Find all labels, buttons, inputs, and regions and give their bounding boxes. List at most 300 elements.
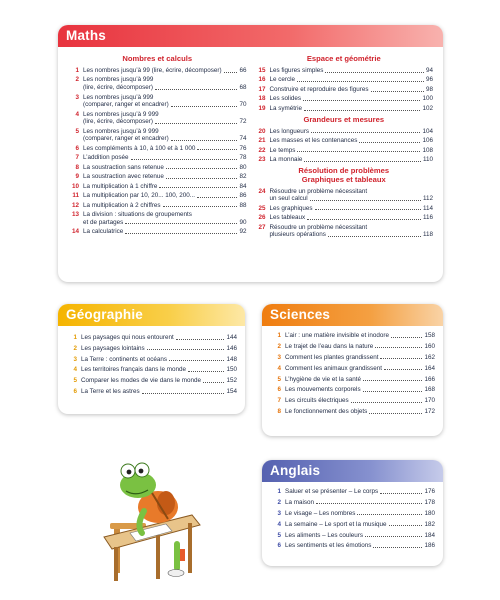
page-number: 166	[424, 375, 435, 383]
entry-line	[270, 205, 434, 213]
toc-entry[interactable]	[255, 105, 434, 113]
entry-number: 1	[73, 334, 77, 341]
entry-number: 23	[258, 155, 266, 163]
entry-number: 7	[277, 397, 281, 405]
dot-leader	[171, 106, 238, 107]
page-number: 96	[425, 76, 433, 84]
entry-title: un seul calcul	[269, 195, 308, 203]
entry-title: Les compléments à 10, à 100 et à 1 000	[83, 144, 196, 152]
toc-entry[interactable]	[270, 408, 435, 416]
toc-entry[interactable]	[270, 499, 435, 507]
page-number: 184	[424, 531, 435, 539]
dot-leader	[171, 140, 238, 141]
entry-text	[81, 356, 237, 364]
entry-number: 7	[75, 154, 79, 162]
entry-title: Les nombres jusqu’à 999	[83, 76, 154, 84]
page-number: 86	[239, 192, 247, 200]
page-number: 144	[226, 334, 237, 341]
dot-leader	[197, 197, 237, 198]
entry-title: plusieurs opérations	[269, 231, 326, 239]
toc-entry[interactable]	[255, 67, 434, 75]
page-number: 110	[422, 155, 433, 163]
entry-line	[270, 224, 434, 232]
entry-line	[270, 86, 434, 94]
page-number: 150	[226, 366, 237, 374]
entry-text	[285, 386, 435, 394]
dot-leader	[159, 187, 237, 188]
entry-text	[81, 334, 237, 342]
dot-leader	[325, 72, 424, 73]
entry-text	[270, 67, 434, 75]
entry-text	[83, 211, 247, 226]
entry-text	[270, 224, 434, 239]
entry-line	[285, 532, 435, 540]
entry-line	[285, 408, 435, 416]
entry-number: 14	[71, 228, 79, 236]
page-number: 116	[422, 214, 433, 222]
page-number: 112	[422, 195, 433, 203]
toc-entry[interactable]	[270, 510, 435, 518]
entry-title: La Terre et les astres	[81, 387, 140, 395]
entry-line	[83, 135, 247, 143]
page-number: 66	[239, 67, 247, 74]
entry-text	[270, 147, 434, 155]
dot-leader	[166, 168, 238, 169]
entry-title: Comparer les modes de vie dans le monde	[81, 377, 202, 385]
entry-text	[83, 94, 247, 109]
page-number: 168	[424, 386, 435, 394]
entry-line	[83, 219, 247, 227]
page-number: 160	[424, 342, 435, 350]
dot-leader	[375, 347, 422, 348]
dot-leader	[357, 514, 422, 515]
entry-line	[83, 192, 247, 200]
page-number: 74	[239, 135, 247, 143]
entry-line	[270, 214, 434, 222]
toc-entry[interactable]	[270, 397, 435, 405]
toc-entry[interactable]	[270, 488, 435, 496]
entry-line	[285, 354, 435, 362]
entry-title: Les masses et les contenances	[269, 137, 358, 145]
entry-title: Les paysages qui nous entourent	[81, 334, 174, 341]
entry-title: Les figures simples	[269, 67, 324, 74]
entry-number: 5	[277, 375, 281, 383]
dot-leader	[310, 200, 421, 201]
entry-number: 3	[277, 509, 281, 517]
entry-text	[285, 499, 435, 507]
entry-title: Les circuits électriques	[285, 397, 349, 405]
entry-line	[83, 118, 247, 126]
entry-text	[83, 202, 247, 210]
dot-leader	[311, 132, 420, 133]
toc-entry[interactable]	[68, 145, 247, 153]
maths-title: Maths	[58, 25, 443, 47]
toc-entry[interactable]	[68, 111, 247, 126]
toc-entry[interactable]	[68, 128, 247, 143]
entry-title: Le trajet de l’eau dans la nature	[285, 342, 374, 350]
maths-panel	[58, 25, 443, 282]
entry-title: Les paysages lointains	[81, 344, 145, 352]
entry-title: La soustraction sans retenue	[83, 163, 164, 171]
entry-line	[270, 67, 434, 75]
entry-number: 5	[75, 127, 79, 135]
entry-line	[81, 345, 237, 353]
dot-leader	[176, 339, 225, 340]
entry-text	[285, 510, 435, 518]
entry-line	[83, 84, 247, 92]
entry-line	[83, 211, 247, 219]
toc-entry[interactable]	[68, 183, 247, 191]
entry-number: 24	[258, 187, 266, 195]
dot-leader	[384, 369, 423, 370]
toc-entry[interactable]	[270, 365, 435, 373]
toc-entry[interactable]	[66, 334, 237, 342]
entry-text	[285, 376, 435, 384]
toc-entry[interactable]	[255, 76, 434, 84]
entry-number: 2	[277, 498, 281, 506]
entry-title: Construire et reproduire des figures	[269, 85, 369, 93]
maths-column	[251, 52, 438, 241]
entry-title: Les nombres jusqu’à 99 (lire, écrire, décomposer)	[83, 67, 222, 74]
toc-entry[interactable]	[270, 386, 435, 394]
entry-title: La maison	[285, 498, 315, 506]
toc-entry[interactable]	[68, 173, 247, 181]
dot-leader	[304, 161, 421, 162]
sciences-panel	[262, 304, 443, 436]
entry-line	[83, 94, 247, 102]
toc-entry[interactable]	[255, 156, 434, 164]
entry-text	[81, 377, 237, 385]
entry-number: 2	[73, 344, 77, 352]
entry-title: Le temps	[269, 146, 296, 154]
dot-leader	[166, 178, 238, 179]
dot-leader	[224, 72, 238, 73]
toc-entry[interactable]	[270, 354, 435, 362]
entry-number: 1	[277, 488, 281, 495]
toc-entry[interactable]	[68, 154, 247, 162]
entry-title: Les solides	[269, 95, 302, 103]
page-number: 80	[239, 163, 247, 171]
entry-title: La soustraction avec retenue	[83, 173, 164, 181]
entry-line	[285, 521, 435, 529]
dot-leader	[365, 536, 422, 537]
entry-line	[83, 202, 247, 210]
entry-line	[83, 101, 247, 109]
entry-title: La Terre : continents et océans	[81, 355, 167, 363]
entry-text	[83, 192, 247, 200]
entry-title: La semaine – Le sport et la musique	[285, 520, 387, 528]
toc-entry[interactable]	[270, 343, 435, 351]
entry-number: 17	[258, 85, 266, 93]
entry-title: Le cercle	[269, 76, 296, 84]
dot-leader	[303, 100, 420, 101]
entry-title: La symétrie	[269, 104, 303, 112]
geographie-panel	[58, 304, 245, 414]
entry-text	[83, 76, 247, 91]
dot-leader	[297, 151, 420, 152]
dot-leader	[328, 236, 421, 237]
entry-text	[285, 542, 435, 550]
entry-number: 13	[71, 211, 79, 219]
entry-title: La division : situations de groupements	[83, 211, 192, 219]
entry-line	[270, 156, 434, 164]
page-number: 106	[422, 137, 433, 145]
geographie-list	[58, 326, 245, 403]
entry-text	[270, 86, 434, 94]
entry-number: 3	[277, 353, 281, 361]
dot-leader	[155, 123, 237, 124]
entry-line	[285, 499, 435, 507]
entry-title: L’addition posée	[83, 154, 129, 162]
entry-text	[81, 366, 237, 374]
toc-entry[interactable]	[68, 94, 247, 109]
entry-number: 18	[258, 95, 266, 103]
entry-title: Les sentiments et les émotions	[285, 542, 372, 550]
entry-text	[83, 228, 247, 236]
toc-entry[interactable]	[68, 164, 247, 172]
toc-entry[interactable]	[270, 332, 435, 340]
dot-leader	[373, 547, 422, 548]
dot-leader	[125, 233, 237, 234]
maths-columns	[58, 47, 443, 241]
entry-title: La monnaie	[269, 155, 303, 163]
entry-title: Les territoires français dans le monde	[81, 366, 186, 374]
entry-line	[83, 128, 247, 136]
page-number: 98	[425, 85, 433, 93]
page-number: 84	[239, 182, 247, 190]
page-number: 114	[422, 204, 433, 212]
entry-line	[83, 145, 247, 153]
entry-number: 20	[258, 127, 266, 135]
page-number: 92	[239, 228, 247, 236]
entry-title: La multiplication à 2 chiffres	[83, 201, 161, 209]
toc-entry[interactable]	[255, 147, 434, 155]
entry-title: La multiplication à 1 chiffre	[83, 182, 158, 190]
entry-number: 5	[73, 377, 77, 385]
page-number: 100	[422, 95, 433, 103]
entry-number: 2	[277, 342, 281, 350]
toc-entry[interactable]	[255, 188, 434, 203]
toc-entry[interactable]	[66, 388, 237, 396]
dot-leader	[391, 337, 423, 338]
entry-line	[83, 183, 247, 191]
entry-number: 10	[71, 182, 79, 190]
page-number: 158	[424, 332, 435, 339]
toc-entry[interactable]	[255, 137, 434, 145]
entry-title: L’hygiène de vie et la santé	[285, 375, 361, 383]
entry-number: 21	[258, 137, 266, 145]
entry-title: Comment les animaux grandissent	[285, 364, 382, 372]
page-number: 152	[226, 377, 237, 385]
toc-entry[interactable]	[255, 224, 434, 239]
page-number: 108	[422, 146, 433, 154]
entry-text	[270, 214, 434, 222]
toc-entry[interactable]	[255, 214, 434, 222]
dot-leader	[363, 380, 423, 381]
frog-student-at-desk-icon	[96, 445, 206, 585]
entry-line	[285, 386, 435, 394]
dot-leader	[304, 110, 420, 111]
section-title: Grandeurs et mesures	[303, 114, 385, 124]
entry-number: 8	[75, 163, 79, 171]
entry-line	[285, 332, 435, 340]
toc-entry[interactable]	[68, 67, 247, 75]
page-number: 182	[424, 520, 435, 528]
dot-leader	[155, 89, 237, 90]
geographie-title: Géographie	[58, 304, 245, 326]
section-title: Résolution de problèmes Graphiques et tableaux	[298, 165, 390, 184]
entry-text	[83, 67, 247, 75]
entry-line	[270, 147, 434, 155]
entry-text	[83, 173, 247, 181]
page-number: 154	[226, 387, 237, 395]
toc-entry[interactable]	[68, 211, 247, 226]
entry-text	[83, 183, 247, 191]
entry-number: 1	[277, 332, 281, 339]
entry-text	[270, 205, 434, 213]
entry-text	[83, 164, 247, 172]
entry-number: 6	[277, 386, 281, 394]
entry-text	[285, 365, 435, 373]
entry-text	[83, 154, 247, 162]
entry-number: 6	[73, 387, 77, 395]
entry-title: Les graphiques	[269, 204, 313, 212]
toc-entry[interactable]	[270, 532, 435, 540]
entry-number: 15	[258, 67, 266, 74]
page-number: 82	[239, 173, 247, 181]
entry-line	[270, 195, 434, 203]
page-number: 78	[239, 154, 247, 162]
entry-title: Les longueurs	[269, 127, 310, 135]
toc-entry[interactable]	[255, 86, 434, 94]
entry-line	[83, 76, 247, 84]
page-number: 76	[239, 144, 247, 152]
entry-number: 6	[75, 144, 79, 152]
entry-line	[83, 173, 247, 181]
entry-number: 22	[258, 146, 266, 154]
toc-entry[interactable]	[68, 76, 247, 91]
entry-line	[285, 510, 435, 518]
dot-leader	[197, 149, 237, 150]
entry-number: 1	[75, 67, 79, 74]
toc-entry[interactable]	[66, 356, 237, 364]
toc-entry[interactable]	[68, 202, 247, 210]
dot-leader	[203, 382, 224, 383]
entry-line	[285, 376, 435, 384]
entry-number: 4	[75, 110, 79, 118]
entry-number: 6	[277, 542, 281, 550]
page-number: 146	[226, 344, 237, 352]
toc-entry[interactable]	[66, 345, 237, 353]
page-number: 176	[424, 488, 435, 495]
dot-leader	[163, 206, 238, 207]
entry-text	[285, 408, 435, 416]
entry-line	[81, 366, 237, 374]
entry-text	[285, 397, 435, 405]
entry-title: Comment les plantes grandissent	[285, 353, 379, 361]
dot-leader	[142, 393, 225, 394]
entry-text	[81, 388, 237, 396]
toc-entry[interactable]	[255, 128, 434, 136]
entry-line	[81, 388, 237, 396]
entry-line	[81, 377, 237, 385]
dot-leader	[351, 402, 423, 403]
entry-line	[270, 231, 434, 239]
anglais-panel	[262, 460, 443, 566]
toc-entry[interactable]	[68, 192, 247, 200]
dot-leader	[380, 358, 422, 359]
entry-text	[270, 95, 434, 103]
entry-number: 3	[73, 355, 77, 363]
page-number: 102	[422, 104, 433, 112]
section-title: Espace et géométrie	[306, 54, 381, 63]
entry-text	[83, 111, 247, 126]
toc-entry[interactable]	[68, 228, 247, 236]
entry-line	[285, 365, 435, 373]
toc-entry[interactable]	[255, 95, 434, 103]
dot-leader	[371, 91, 424, 92]
page-number: 118	[422, 231, 433, 239]
entry-title: Saluer et se présenter – Le corps	[285, 488, 379, 495]
entry-line	[81, 334, 237, 342]
entry-line	[285, 397, 435, 405]
dot-leader	[125, 223, 237, 224]
entry-line	[81, 356, 237, 364]
dot-leader	[169, 360, 224, 361]
page-number: 172	[424, 408, 435, 416]
toc-entry[interactable]	[270, 542, 435, 550]
dot-leader	[389, 525, 423, 526]
entry-line	[270, 95, 434, 103]
entry-title: et de partages	[83, 218, 124, 226]
maths-column	[64, 52, 251, 241]
dot-leader	[131, 159, 238, 160]
entry-number: 25	[258, 204, 266, 212]
page-number: 90	[239, 218, 247, 226]
dot-leader	[307, 219, 421, 220]
entry-text	[270, 76, 434, 84]
entry-title: Les nombres jusqu’à 9 999	[83, 127, 159, 135]
toc-entry[interactable]	[270, 521, 435, 529]
sciences-title: Sciences	[262, 304, 443, 326]
dot-leader	[380, 493, 422, 494]
section-title: Nombres et calculs	[122, 54, 193, 63]
entry-text	[285, 488, 435, 496]
toc-entry[interactable]	[66, 377, 237, 385]
page-number: 70	[239, 101, 247, 109]
entry-title: Les nombres jusqu’à 999	[83, 93, 154, 101]
entry-line	[83, 164, 247, 172]
entry-title: (lire, écrire, décomposer)	[83, 118, 153, 126]
entry-number: 26	[258, 214, 266, 222]
anglais-title: Anglais	[262, 460, 443, 482]
entry-title: L’air : une matière invisible et inodore	[285, 332, 389, 339]
entry-line	[83, 228, 247, 236]
dot-leader	[297, 81, 424, 82]
entry-text	[270, 156, 434, 164]
toc-entry[interactable]	[255, 205, 434, 213]
entry-line	[83, 111, 247, 119]
entry-title: (comparer, ranger et encadrer)	[83, 101, 169, 109]
entry-line	[83, 154, 247, 162]
toc-entry[interactable]	[66, 366, 237, 374]
entry-number: 4	[277, 364, 281, 372]
toc-entry[interactable]	[270, 376, 435, 384]
entry-number: 27	[258, 223, 266, 231]
entry-number: 2	[75, 76, 79, 84]
entry-text	[285, 521, 435, 529]
entry-text	[285, 343, 435, 351]
